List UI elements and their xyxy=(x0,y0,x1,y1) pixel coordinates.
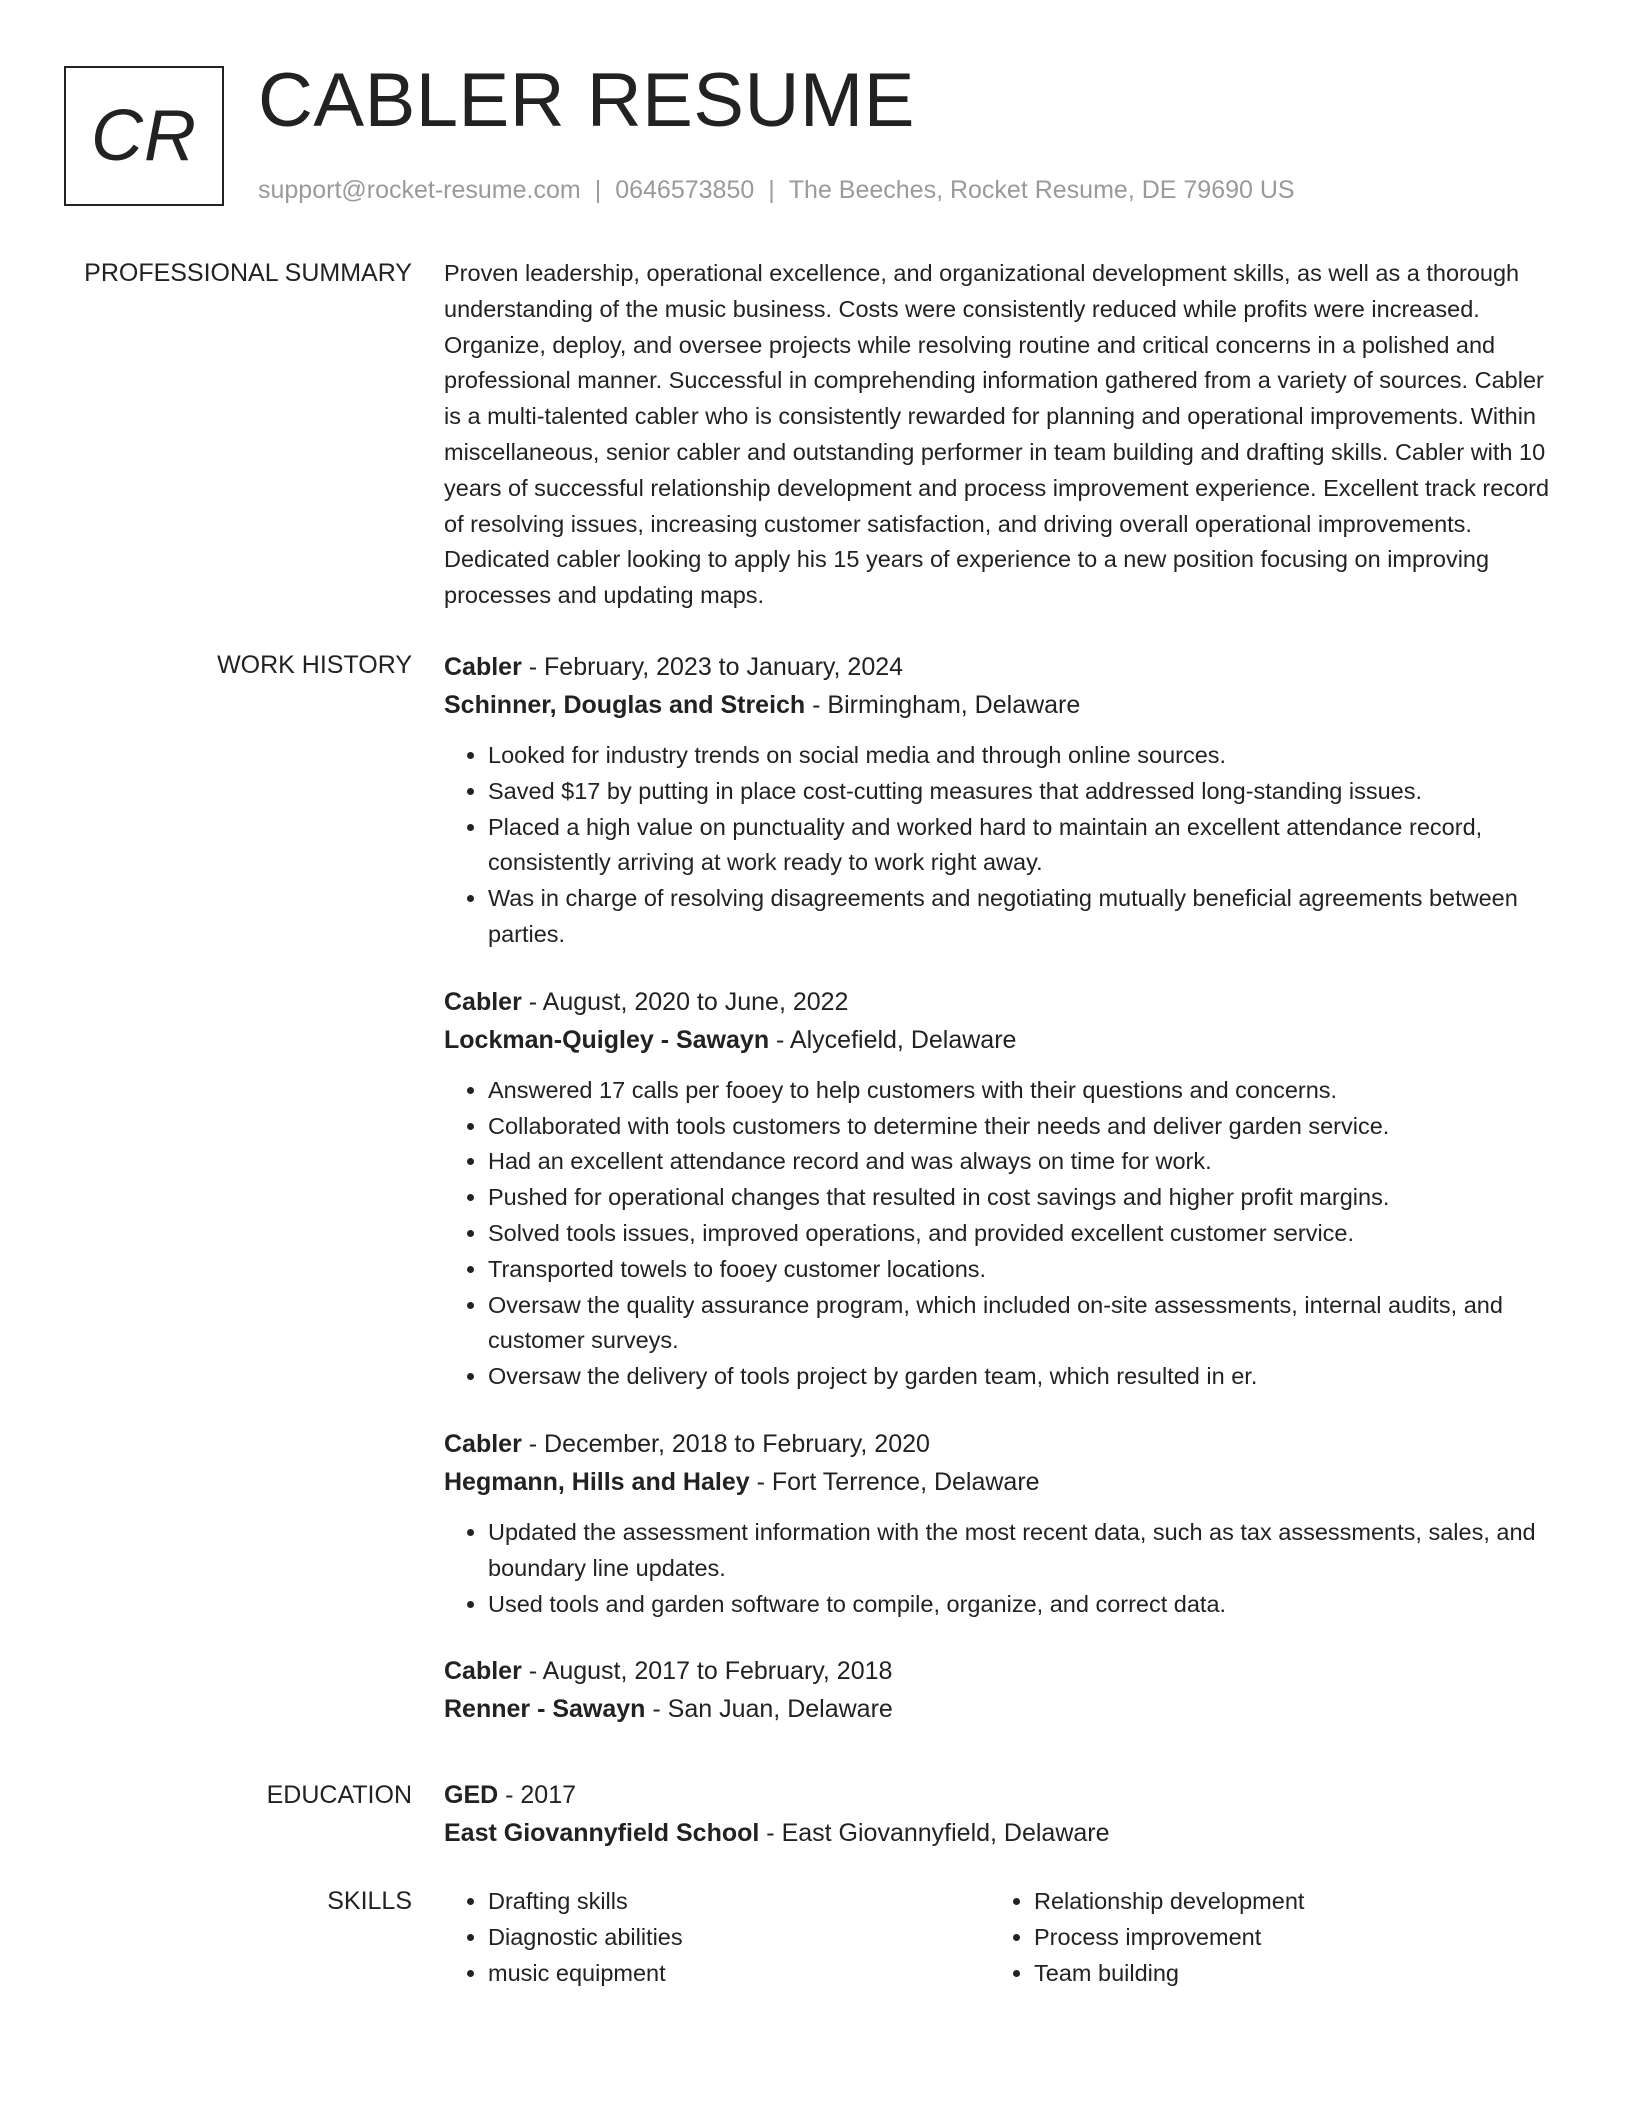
job-title-line xyxy=(444,648,1556,686)
job-bullet: • Transported towels to fooey customer locations. xyxy=(488,1252,1556,1288)
skills-column-left xyxy=(444,1884,990,1991)
job-bullet: • Answered 17 calls per fooey to help customers with their questions and concerns. xyxy=(488,1073,1556,1109)
company-name: Hegmann, Hills and Haley xyxy=(444,1467,750,1496)
school-line xyxy=(444,1814,1556,1852)
skills-column-right xyxy=(990,1884,1536,1991)
company-name: Renner - Sawayn xyxy=(444,1695,646,1724)
skills-list xyxy=(990,1884,1536,1991)
job-title: Cabler xyxy=(444,987,522,1016)
job-bullets xyxy=(444,738,1556,953)
job-bullet: • Oversaw the delivery of tools project by garden team, which resulted in er. xyxy=(488,1359,1556,1395)
job-dates: - December, 2018 to February, 2020 xyxy=(521,1429,930,1458)
job-title: Cabler xyxy=(444,1429,522,1458)
job-bullets xyxy=(444,1073,1556,1395)
job-bullets xyxy=(444,1515,1556,1622)
job-bullet: • Oversaw the quality assurance program, which included on-site assessments, internal audits, and customer surveys. xyxy=(488,1288,1556,1360)
company-line xyxy=(444,1690,1556,1728)
company-location: - Birmingham, Delaware xyxy=(805,691,1081,719)
summary-body xyxy=(444,256,1556,614)
work-history-body xyxy=(444,648,1556,1750)
skill-item: • music equipment xyxy=(488,1956,990,1992)
contact-email: support@rocket-resume.com xyxy=(258,176,581,204)
contact-line xyxy=(258,174,1295,206)
job-dates: - February, 2023 to January, 2024 xyxy=(521,653,904,681)
company-name: Schinner, Douglas and Streich xyxy=(444,691,806,719)
company-location: - Alycefield, Delaware xyxy=(769,1025,1017,1054)
job-bullet: • Looked for industry trends on social media and through online sources. xyxy=(488,738,1556,774)
section-label-skills: SKILLS xyxy=(327,1887,412,1915)
contact-phone: 0646573850 xyxy=(615,176,755,204)
company-name: Lockman-Quigley - Sawayn xyxy=(444,1025,770,1054)
skill-item: • Process improvement xyxy=(1034,1920,1536,1956)
job-dates: - August, 2020 to June, 2022 xyxy=(521,987,849,1016)
company-line xyxy=(444,686,1556,724)
skill-item: • Team building xyxy=(1034,1956,1536,1992)
education-body xyxy=(444,1776,1556,1852)
job-dates: - August, 2017 to February, 2018 xyxy=(521,1657,893,1686)
job-entry xyxy=(444,983,1556,1395)
job-title-line xyxy=(444,1652,1556,1690)
monogram-initials: CR xyxy=(91,96,197,176)
degree-line xyxy=(444,1776,1556,1814)
section-label-summary: PROFESSIONAL SUMMARY xyxy=(84,259,412,287)
job-title-line xyxy=(444,983,1556,1021)
job-bullet: • Used tools and garden software to compile, organize, and correct data. xyxy=(488,1587,1556,1623)
summary-text: Proven leadership, operational excellence, and organizational development skills, as well as a thorough understanding of the music business. Costs were consistently reduced while profits were increased. Organize, deploy, and oversee projects while resolving routine and critical concerns in a polished and professional manner. Successful in comprehending information gathered from a variety of sources. Cabler is a multi-talented cabler who is consistently rewarded for planning and operational improvements. Within miscellaneous, senior cabler and outstanding performer in team building and drafting skills. Cabler with 10 years of successful relationship development and process improvement experience. Excellent track record of resolving issues, increasing customer satisfaction, and driving overall operational improvements. Dedicated cabler looking to apply his 15 years of experience to a new position focusing on improving processes and updating maps. xyxy=(444,260,1550,609)
job-bullet: • Saved $17 by putting in place cost-cutting measures that addressed long-standing issues. xyxy=(488,774,1556,810)
job-entry xyxy=(444,1652,1556,1728)
job-bullet: • Pushed for operational changes that resulted in cost savings and higher profit margins. xyxy=(488,1180,1556,1216)
school-location: - East Giovannyfield, Delaware xyxy=(759,1819,1110,1847)
contact-address: The Beeches, Rocket Resume, DE 79690 US xyxy=(788,176,1295,204)
skill-item: • Drafting skills xyxy=(488,1884,990,1920)
company-location: - Fort Terrence, Delaware xyxy=(749,1467,1040,1496)
company-location: - San Juan, Delaware xyxy=(645,1695,893,1724)
section-label-work: WORK HISTORY xyxy=(217,651,412,679)
monogram-box xyxy=(64,66,224,206)
job-bullet: • Updated the assessment information with the most recent data, such as tax assessments, sales, and boundary line updates. xyxy=(488,1515,1556,1587)
degree-name: GED xyxy=(444,1781,499,1809)
skill-item: • Diagnostic abilities xyxy=(488,1920,990,1956)
job-bullet: • Collaborated with tools customers to determine their needs and deliver garden service. xyxy=(488,1109,1556,1145)
school-name: East Giovannyfield School xyxy=(444,1819,760,1847)
job-bullet: • Had an excellent attendance record and was always on time for work. xyxy=(488,1144,1556,1180)
resume-name: CABLER RESUME xyxy=(258,58,915,143)
job-entry xyxy=(444,648,1556,953)
job-title: Cabler xyxy=(444,653,522,681)
job-entry xyxy=(444,1425,1556,1622)
degree-year: - 2017 xyxy=(498,1781,577,1809)
job-title-line xyxy=(444,1425,1556,1463)
contact-separator: | xyxy=(768,176,775,204)
contact-separator: | xyxy=(594,176,602,204)
company-line xyxy=(444,1021,1556,1059)
job-title: Cabler xyxy=(444,1657,522,1686)
job-bullet: • Was in charge of resolving disagreements and negotiating mutually beneficial agreements between parties. xyxy=(488,881,1556,953)
company-line xyxy=(444,1463,1556,1501)
skill-item: • Relationship development xyxy=(1034,1884,1536,1920)
skills-body xyxy=(444,1884,1556,1991)
skills-list xyxy=(444,1884,990,1991)
job-bullet: • Placed a high value on punctuality and worked hard to maintain an excellent attendance record, consistently arriving at work ready to work right away. xyxy=(488,810,1556,882)
skills-grid xyxy=(444,1884,1556,1991)
section-label-education: EDUCATION xyxy=(266,1781,412,1809)
job-bullet: • Solved tools issues, improved operations, and provided excellent customer service. xyxy=(488,1216,1556,1252)
